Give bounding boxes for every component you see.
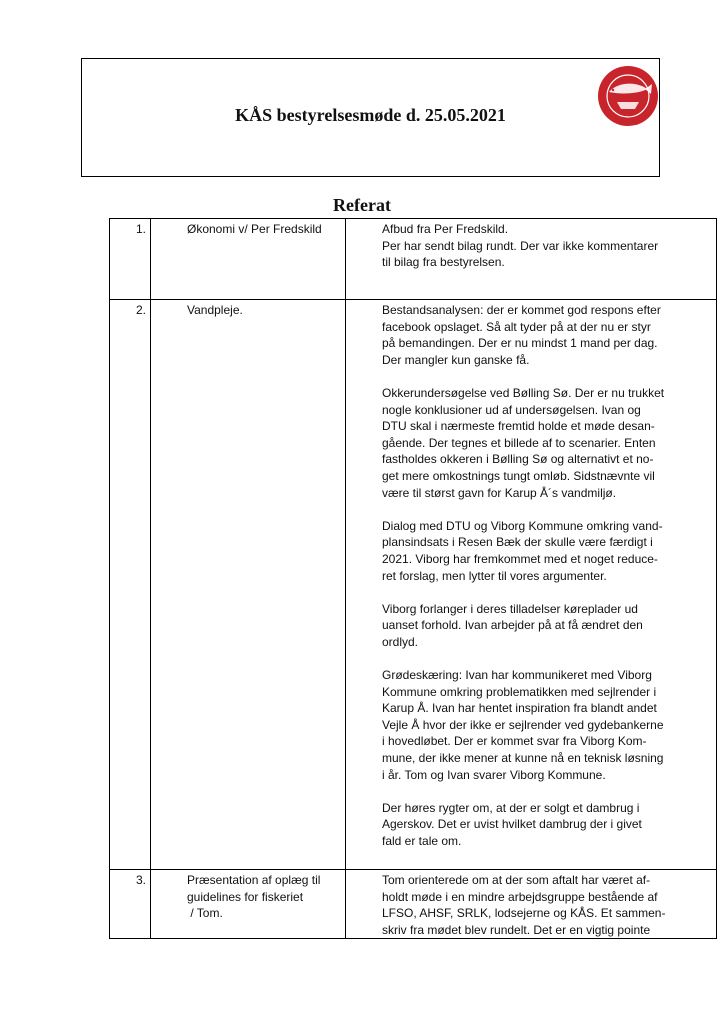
agenda-notes: [346, 219, 717, 300]
notes-paragraph: [382, 385, 706, 501]
agenda-number: 3.: [110, 870, 151, 939]
notes-line: være til størst gavn for Karup Å´s vandmiljø.: [382, 485, 617, 500]
notes-line: Der mangler kun ganske få.: [382, 352, 530, 367]
notes-line: fald er tale om.: [382, 834, 462, 848]
notes-line: DTU skal i nærmeste fremtid holde et møde desan-: [382, 419, 655, 434]
agenda-topic: [151, 300, 346, 870]
notes-line: ret forslag, men lytter til vores argumenter.: [382, 568, 607, 583]
notes-paragraph: [382, 800, 706, 850]
topic-line: guidelines for fiskeriet: [187, 889, 304, 904]
notes-line: Dialog med DTU og Viborg Kommune omkring vand-: [382, 518, 663, 533]
notes-line: Grødeskæring: Ivan har kommunikeret med Viborg: [382, 668, 652, 683]
notes-line: i år. Tom og Ivan svarer Viborg Kommune.: [382, 767, 606, 782]
notes-line: skriv fra mødet blev rundelt. Det er en vigtig pointe: [382, 922, 651, 937]
notes-line: uanset forhold. Ivan arbejder på at få ændret den: [382, 618, 643, 633]
agenda-notes: [346, 300, 717, 870]
notes-line: Per har sendt bilag rundt. Der var ikke kommentarer: [382, 238, 659, 253]
section-heading: Referat: [333, 195, 391, 215]
notes-line: LFSO, AHSF, SRLK, lodsejerne og KÅS. Et sammen-: [382, 906, 666, 921]
notes-line: holdt møde i en mindre arbejdsgruppe bestående af: [382, 889, 658, 904]
notes-line: Der høres rygter om, at der er solgt et dambrug i: [382, 800, 640, 815]
notes-line: på bemandingen. Der er nu mindst 1 mand per dag.: [382, 336, 658, 351]
agenda-number: 1.: [110, 219, 151, 300]
topic-line: Vandpleje.: [187, 303, 243, 317]
notes-line: nogle konklusioner ud af undersøgelsen. Ivan og: [382, 402, 641, 417]
notes-line: Afbud fra Per Fredskild.: [382, 222, 509, 236]
notes-line: Kommune omkring problematikken med sejlrender i: [382, 684, 657, 699]
notes-paragraph: [382, 221, 706, 271]
agenda-topic: [151, 219, 346, 300]
notes-line: i hovedløbet. Der er kommet svar fra Viborg Kom-: [382, 734, 647, 749]
topic-line: / Tom.: [187, 906, 223, 921]
notes-line: 2021. Viborg har fremkommet med et noget reduce-: [382, 551, 658, 566]
notes-line: facebook opslaget. Så alt tyder på at der nu er styr: [382, 319, 651, 334]
notes-line: Tom orienterede om at der som aftalt har været af-: [382, 873, 651, 887]
notes-line: Okkerundersøgelse ved Bølling Sø. Der er nu trukket: [382, 385, 665, 400]
notes-line: til bilag fra bestyrelsen.: [382, 255, 505, 270]
topic-line: Præsentation af oplæg til: [187, 873, 321, 887]
notes-line: Vejle Å hvor der ikke er sejlrender ved gydebankerne: [382, 717, 664, 732]
agenda-number: 2.: [110, 300, 151, 870]
agenda-row: [110, 300, 717, 870]
notes-paragraph: [382, 302, 706, 368]
agenda-row: [110, 219, 717, 300]
notes-line: ordlyd.: [382, 634, 419, 649]
agenda-notes: [346, 870, 717, 939]
notes-line: gående. Der tegnes et billede af to scenarier. Enten: [382, 435, 656, 450]
document-title: KÅS bestyrelsesmøde d. 25.05.2021: [235, 105, 506, 125]
minutes-table: [109, 218, 717, 939]
notes-paragraph: [382, 601, 706, 651]
notes-line: mune, der ikke mener at kunne nå en teknisk løsning: [382, 751, 664, 766]
notes-paragraph: [382, 518, 706, 584]
notes-paragraph: [382, 872, 706, 938]
notes-paragraph: [382, 667, 706, 783]
notes-line: plansindsats i Resen Bæk der skulle være færdigt i: [382, 535, 653, 550]
agenda-row: [110, 870, 717, 939]
agenda-topic: [151, 870, 346, 939]
topic-line: Økonomi v/ Per Fredskild: [187, 222, 322, 236]
header-box: [81, 58, 660, 177]
notes-line: fastholdes okkeren i Bølling Sø og alternativt et no-: [382, 452, 654, 467]
club-logo-icon: [597, 65, 659, 127]
notes-line: Viborg forlanger i deres tilladelser køreplader ud: [382, 601, 638, 616]
notes-line: get mere omkostnings tungt omløb. Sidstnævnte vil: [382, 468, 655, 483]
notes-line: Agerskov. Det er uvist hvilket dambrug der i givet: [382, 817, 642, 832]
notes-line: Karup Å. Ivan har hentet inspiration fra blandt andet: [382, 701, 657, 716]
notes-line: Bestandsanalysen: der er kommet god respons efter: [382, 303, 661, 317]
